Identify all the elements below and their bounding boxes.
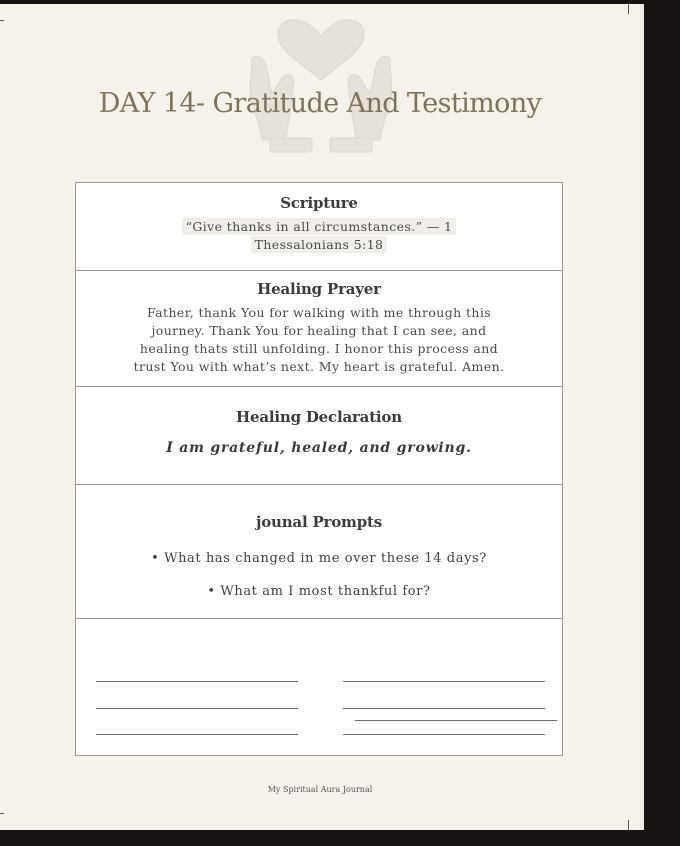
prayer-line: journey. Thank You for healing that I can see, and [151,323,487,338]
writing-line [355,720,557,721]
scripture-heading: Scripture [280,194,358,212]
journal-section [76,485,562,619]
prayer-section [76,271,562,387]
journal-prompt-2: • What am I most thankful for? [207,584,431,599]
declaration-text: I am grateful, healed, and growing. [166,440,472,456]
declaration-section [76,387,562,485]
writing-line [343,681,545,682]
crop-mark-bottom-right [628,820,629,830]
writing-line [96,708,298,709]
declaration-heading: Healing Declaration [236,408,402,426]
journal-prompt-1: • What has changed in me over these 14 days? [151,551,487,566]
prayer-text [76,304,562,376]
prayer-heading: Healing Prayer [257,280,381,298]
crop-mark-top-left [0,20,4,21]
prayer-line: Father, thank You for walking with me through this [146,305,492,320]
writing-line [96,681,298,682]
crop-mark-top-right [628,4,629,14]
writing-line [343,734,545,735]
content-box [75,182,563,756]
prayer-line: healing thats still unfolding. I honor this process and [139,341,499,356]
writing-line [96,734,298,735]
scripture-text [76,218,562,254]
scripture-line-2: Thessalonians 5:18 [251,236,388,253]
page-title: DAY 14- Gratitude And Testimony [98,88,542,119]
page-edge [640,4,644,830]
journal-heading: jounal Prompts [255,513,382,531]
writing-area[interactable] [76,619,562,755]
journal-footer: My Spiritual Aura Journal [267,785,373,794]
scripture-section [76,183,562,271]
prayer-line: trust You with what’s next. My heart is grateful. Amen. [133,359,505,374]
writing-line [343,708,545,709]
scripture-line-1: “Give thanks in all circumstances.” — 1 [182,218,457,235]
crop-mark-bottom-left [0,813,4,814]
